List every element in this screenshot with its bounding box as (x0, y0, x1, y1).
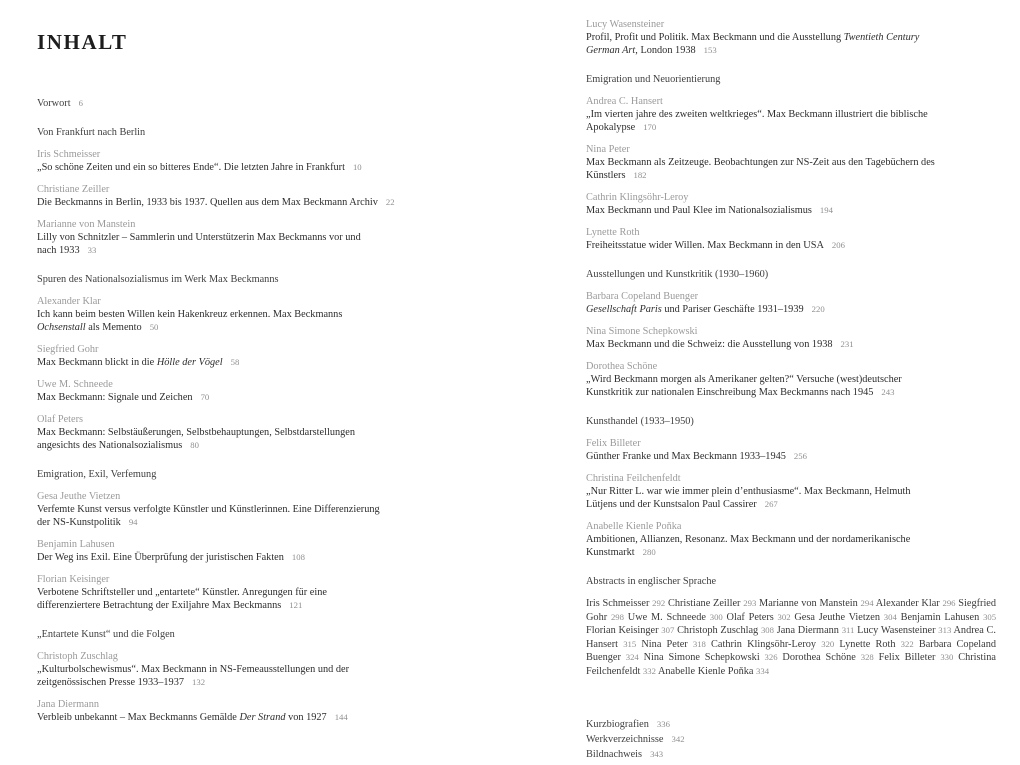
entry-author: Lynette Roth (586, 227, 640, 238)
title-italic-segment: Ochsenstall (37, 322, 86, 333)
title-segment: Verfemte Kunst versus verfolgte Künstler und Künstlerinnen. Eine Differenzierung (37, 504, 380, 515)
title-segment: als Memento (85, 322, 142, 333)
entry-title (37, 161, 461, 174)
page-number: 256 (793, 451, 807, 461)
title-segment: Ambitionen, Allianzen, Resonanz. Max Beckmann und der nordamerikanische (586, 534, 911, 545)
title-segment: Max Beckmann: Signale und Zeichen (37, 392, 193, 403)
toc-entry (37, 413, 461, 452)
abstract-author: Florian Keisinger (586, 625, 659, 636)
entry-author: Benjamin Lahusen (37, 539, 115, 550)
section-heading: Emigration, Exil, Verfemung (37, 469, 157, 480)
entry-title (37, 503, 461, 529)
title-segment: „So schöne Zeiten und ein so bitteres Ende“. Die letzten Jahre in Frankfurt (37, 162, 345, 173)
title-segment: Lütjens und der Kunstsalon Paul Cassirer (586, 499, 757, 510)
page-number: 108 (291, 552, 305, 562)
abstract-author: Iris Schmeisser (586, 598, 650, 609)
abstract-author: Gesa Jeuthe Vietzen (794, 611, 880, 623)
toc-entry (586, 95, 996, 134)
title-segment: Der Weg ins Exil. Eine Überprüfung der juristischen Fakten (37, 552, 284, 563)
abstract-author: Barbara Copeland Buenger (586, 638, 997, 663)
page-number: 332 (642, 665, 656, 676)
toc-entry (586, 437, 996, 463)
entry-title (37, 426, 461, 452)
title-segment: Profil, Profit und Politik. Max Beckmann und die Ausstellung (586, 32, 844, 43)
abstract-author: Nina Peter (641, 638, 688, 650)
title-segment: und Pariser Geschäfte 1931–1939 (661, 304, 804, 315)
toc-entry (37, 698, 461, 724)
title-segment: Lilly von Schnitzler – Sammlerin und Unterstützerin Max Beckmanns vor und (37, 232, 361, 243)
title-segment: von 1927 (285, 712, 327, 723)
title-segment: „Nur Ritter L. war wie immer plein d’enthusiasme“. Max Beckmann, Helmuth (586, 486, 911, 497)
abstract-author: Dorothea Schöne (782, 652, 856, 663)
entry-title (37, 231, 461, 257)
entry-title (37, 356, 461, 369)
title-segment: zeitgenössischen Presse 1933–1937 (37, 677, 184, 688)
entry-author: Iris Schmeisser (37, 149, 101, 160)
toc-item (586, 733, 996, 746)
page-number: 304 (883, 611, 897, 622)
page-number: 307 (661, 625, 675, 635)
toc-entry (586, 360, 996, 399)
section-heading: Abstracts in englischer Sprache (586, 576, 717, 587)
entry-author: Christina Feilchenfeldt (586, 473, 681, 484)
entry-title (586, 156, 996, 182)
abstract-author: Siegfried Gohr (586, 598, 997, 623)
section-heading: Spuren des Nationalsozialismus im Werk Max Beckmanns (37, 274, 279, 285)
entry-title (586, 108, 996, 134)
entry-title (37, 663, 461, 689)
toc-entry (586, 520, 996, 559)
toc-entry (37, 343, 461, 369)
title-segment: nach 1933 (37, 245, 80, 256)
page-number: 302 (777, 611, 791, 622)
entry-author: Andrea C. Hansert (586, 96, 663, 107)
entry-author: Christoph Zuschlag (37, 651, 118, 662)
toc-entry (37, 218, 461, 257)
entry-author: Christiane Zeiller (37, 184, 110, 195)
title-segment: Günther Franke und Max Beckmann 1933–1945 (586, 451, 786, 462)
entry-title (37, 196, 461, 209)
entry-author: Nina Simone Schepkowski (586, 326, 698, 337)
title-segment: „Wird Beckmann morgen als Amerikaner gelten?“ Versuche (west)deutscher (586, 374, 902, 385)
page-number: 342 (671, 734, 685, 744)
item-label: Werkverzeichnisse (586, 734, 664, 745)
page-number: 132 (192, 677, 206, 687)
page-number: 330 (940, 652, 954, 662)
abstract-author: Alexander Klar (875, 598, 940, 609)
section-heading: Von Frankfurt nach Berlin (37, 127, 146, 138)
title-segment: Max Beckmann und Paul Klee im Nationalsozialismus (586, 205, 812, 216)
toc-entry (586, 226, 996, 252)
entry-title (37, 586, 461, 612)
entry-author: Barbara Copeland Buenger (586, 291, 699, 302)
title-segment: Künstlers (586, 170, 626, 181)
title-italic-segment: Gesellschaft Paris (586, 304, 662, 315)
entry-author: Felix Billeter (586, 438, 641, 449)
page-number: 153 (703, 45, 717, 55)
title-segment: Freiheitsstatue wider Willen. Max Beckmann in den USA (586, 240, 824, 251)
abstract-author: Lucy Wasensteiner (857, 625, 936, 636)
title-italic-segment: German Art (586, 45, 636, 56)
abstract-author: Nina Simone Schepkowski (643, 652, 760, 663)
entry-title (586, 204, 996, 217)
toc-entry (37, 573, 461, 612)
toc-entry (37, 295, 461, 334)
entry-title (586, 303, 996, 316)
toc-entry (586, 325, 996, 351)
abstract-author: Uwe M. Schneede (627, 611, 706, 623)
title-italic-segment: Hölle der Vögel (156, 357, 223, 368)
title-segment: , London 1938 (635, 45, 696, 56)
entry-title (586, 338, 996, 351)
section-heading: Kunsthandel (1933–1950) (586, 416, 694, 427)
item-label: Vorwort (37, 98, 71, 109)
title-segment: der NS-Kunstpolitik (37, 517, 121, 528)
page-number: 298 (610, 611, 624, 622)
page-number: 6 (78, 98, 83, 108)
page-number: 70 (200, 392, 210, 402)
entry-title (586, 373, 996, 399)
page-number: 267 (764, 499, 778, 509)
title-segment: angesichts des Nationalsozialismus (37, 440, 183, 451)
page-number: 243 (881, 387, 895, 397)
toc-column-left (37, 30, 461, 733)
page-number: 50 (149, 322, 159, 332)
title-italic-segment: Der Strand (239, 712, 286, 723)
entry-author: Cathrin Klingsöhr-Leroy (586, 192, 689, 203)
item-label: Kurzbiografien (586, 719, 649, 730)
page-number: 206 (831, 240, 845, 250)
page-number: 311 (841, 625, 855, 635)
abstract-author: Olaf Peters (726, 611, 774, 623)
entry-author: Gesa Jeuthe Vietzen (37, 491, 121, 502)
toc-entry (37, 538, 461, 564)
page-number: 308 (760, 625, 774, 635)
page-number: 58 (230, 357, 240, 367)
abstract-author: Felix Billeter (878, 652, 936, 663)
page-number: 280 (642, 547, 656, 557)
page-number: 231 (840, 339, 854, 349)
toc-column-right (586, 18, 996, 763)
page-number: 144 (334, 712, 348, 722)
page-number: 33 (87, 245, 97, 255)
page-number: 315 (623, 638, 637, 649)
page-number: 300 (709, 611, 723, 622)
title-segment: „Im vierten jahre des zweiten weltkrieges“. Max Beckmann illustriert die biblische (586, 109, 928, 120)
section-heading: Emigration und Neuorientierung (586, 74, 721, 85)
abstract-author: Christoph Zuschlag (677, 625, 759, 636)
title-segment: Die Beckmanns in Berlin, 1933 bis 1937. Quellen aus dem Max Beckmann Archiv (37, 197, 378, 208)
page-number: 343 (650, 749, 664, 759)
entry-author: Olaf Peters (37, 414, 84, 425)
entry-author: Dorothea Schöne (586, 361, 658, 372)
entry-author: Jana Diermann (37, 699, 100, 710)
entry-title (586, 239, 996, 252)
abstract-author: Andrea C. Hansert (586, 625, 996, 650)
toc-entry (37, 183, 461, 209)
abstract-author: Benjamin Lahusen (900, 611, 980, 623)
toc-entry (37, 378, 461, 404)
page-number: 326 (764, 652, 778, 662)
entry-author: Alexander Klar (37, 296, 101, 307)
entry-title (586, 31, 996, 57)
abstract-author: Christiane Zeiller (667, 598, 741, 609)
abstract-author: Marianne von Manstein (759, 598, 858, 609)
entry-author: Anabelle Kienle Poňka (586, 521, 682, 532)
section-heading: „Entartete Kunst“ und die Folgen (37, 629, 175, 640)
abstract-author: Jana Diermann (776, 625, 839, 636)
title-segment: Verbotene Schriftsteller und „entartete“ Künstler. Anregungen für eine (37, 587, 327, 598)
entry-author: Lucy Wasensteiner (586, 19, 665, 30)
toc-entry (586, 191, 996, 217)
page-number: 320 (821, 638, 835, 649)
toc-entry (37, 650, 461, 689)
title-segment: differenziertere Betrachtung der Exiljahre Max Beckmanns (37, 600, 282, 611)
toc-entry (37, 148, 461, 174)
page-number: 328 (860, 652, 874, 662)
abstract-author: Christina Feilchenfeldt (586, 652, 996, 677)
page-number: 170 (643, 122, 657, 132)
entry-author: Nina Peter (586, 144, 630, 155)
page-number: 22 (385, 197, 395, 207)
entry-title (37, 711, 461, 724)
abstracts-list (586, 597, 996, 678)
page-number: 322 (900, 638, 914, 649)
page-number: 293 (743, 598, 757, 608)
title-segment: „Kulturbolschewismus“. Max Beckmann in NS-Femeausstellungen und der (37, 664, 349, 675)
page-number: 10 (352, 162, 362, 172)
entry-author: Siegfried Gohr (37, 344, 99, 355)
page-number: 313 (938, 625, 952, 635)
abstract-author: Cathrin Klingsöhr-Leroy (711, 638, 817, 650)
toc-item (37, 97, 461, 110)
title-segment: Max Beckmann als Zeitzeuge. Beobachtungen zur NS-Zeit aus den Tagebüchern des (586, 157, 935, 168)
title-segment: Kunstkritik zur nationalen Einschreibung Max Beckmanns nach 1945 (586, 387, 874, 398)
section-heading: Ausstellungen und Kunstkritik (1930–1960) (586, 269, 769, 280)
page-number: 182 (633, 170, 647, 180)
page-number: 94 (128, 517, 138, 527)
toc-entry (586, 143, 996, 182)
entry-title (37, 308, 461, 334)
toc-entry (586, 472, 996, 511)
title-segment: Max Beckmann blickt in die (37, 357, 157, 368)
page-number: 121 (289, 600, 303, 610)
title-segment: Ich kann beim besten Willen kein Hakenkreuz erkennen. Max Beckmanns (37, 309, 343, 320)
entry-author: Florian Keisinger (37, 574, 110, 585)
toc-item (586, 718, 996, 731)
entry-title (586, 533, 996, 559)
page-number: 220 (811, 304, 825, 314)
page-number: 334 (756, 665, 770, 676)
entry-title (586, 450, 996, 463)
entry-author: Marianne von Manstein (37, 219, 136, 230)
toc-item (586, 748, 996, 761)
toc-entry (586, 290, 996, 316)
page-number: 292 (652, 598, 666, 608)
page-number: 336 (656, 719, 670, 729)
item-label: Bildnachweis (586, 749, 643, 760)
page-number: 296 (942, 598, 956, 608)
entry-title (37, 391, 461, 404)
page-number: 318 (692, 638, 706, 649)
title-segment: Max Beckmann und die Schweiz: die Ausstellung von 1938 (586, 339, 833, 350)
entry-title (37, 551, 461, 564)
page-number: 305 (983, 611, 997, 622)
toc-entry (37, 490, 461, 529)
title-italic-segment: Twentieth Century (843, 32, 920, 43)
page-number: 194 (819, 205, 833, 215)
abstract-author: Lynette Roth (839, 638, 896, 650)
title-segment: Max Beckmann: Selbstäußerungen, Selbstbehauptungen, Selbstdarstellungen (37, 427, 355, 438)
page-number: 324 (625, 652, 639, 662)
title-segment: Apokalypse (586, 122, 636, 133)
toc-entry (586, 18, 996, 57)
title-segment: Verbleib unbekannt – Max Beckmanns Gemälde (37, 712, 240, 723)
entry-author: Uwe M. Schneede (37, 379, 113, 390)
page-number: 294 (860, 598, 874, 608)
abstract-author: Anabelle Kienle Poňka (657, 665, 754, 677)
page-title: INHALT (37, 30, 128, 54)
page-number: 80 (190, 440, 199, 450)
entry-title (586, 485, 996, 511)
title-segment: Kunstmarkt (586, 547, 635, 558)
